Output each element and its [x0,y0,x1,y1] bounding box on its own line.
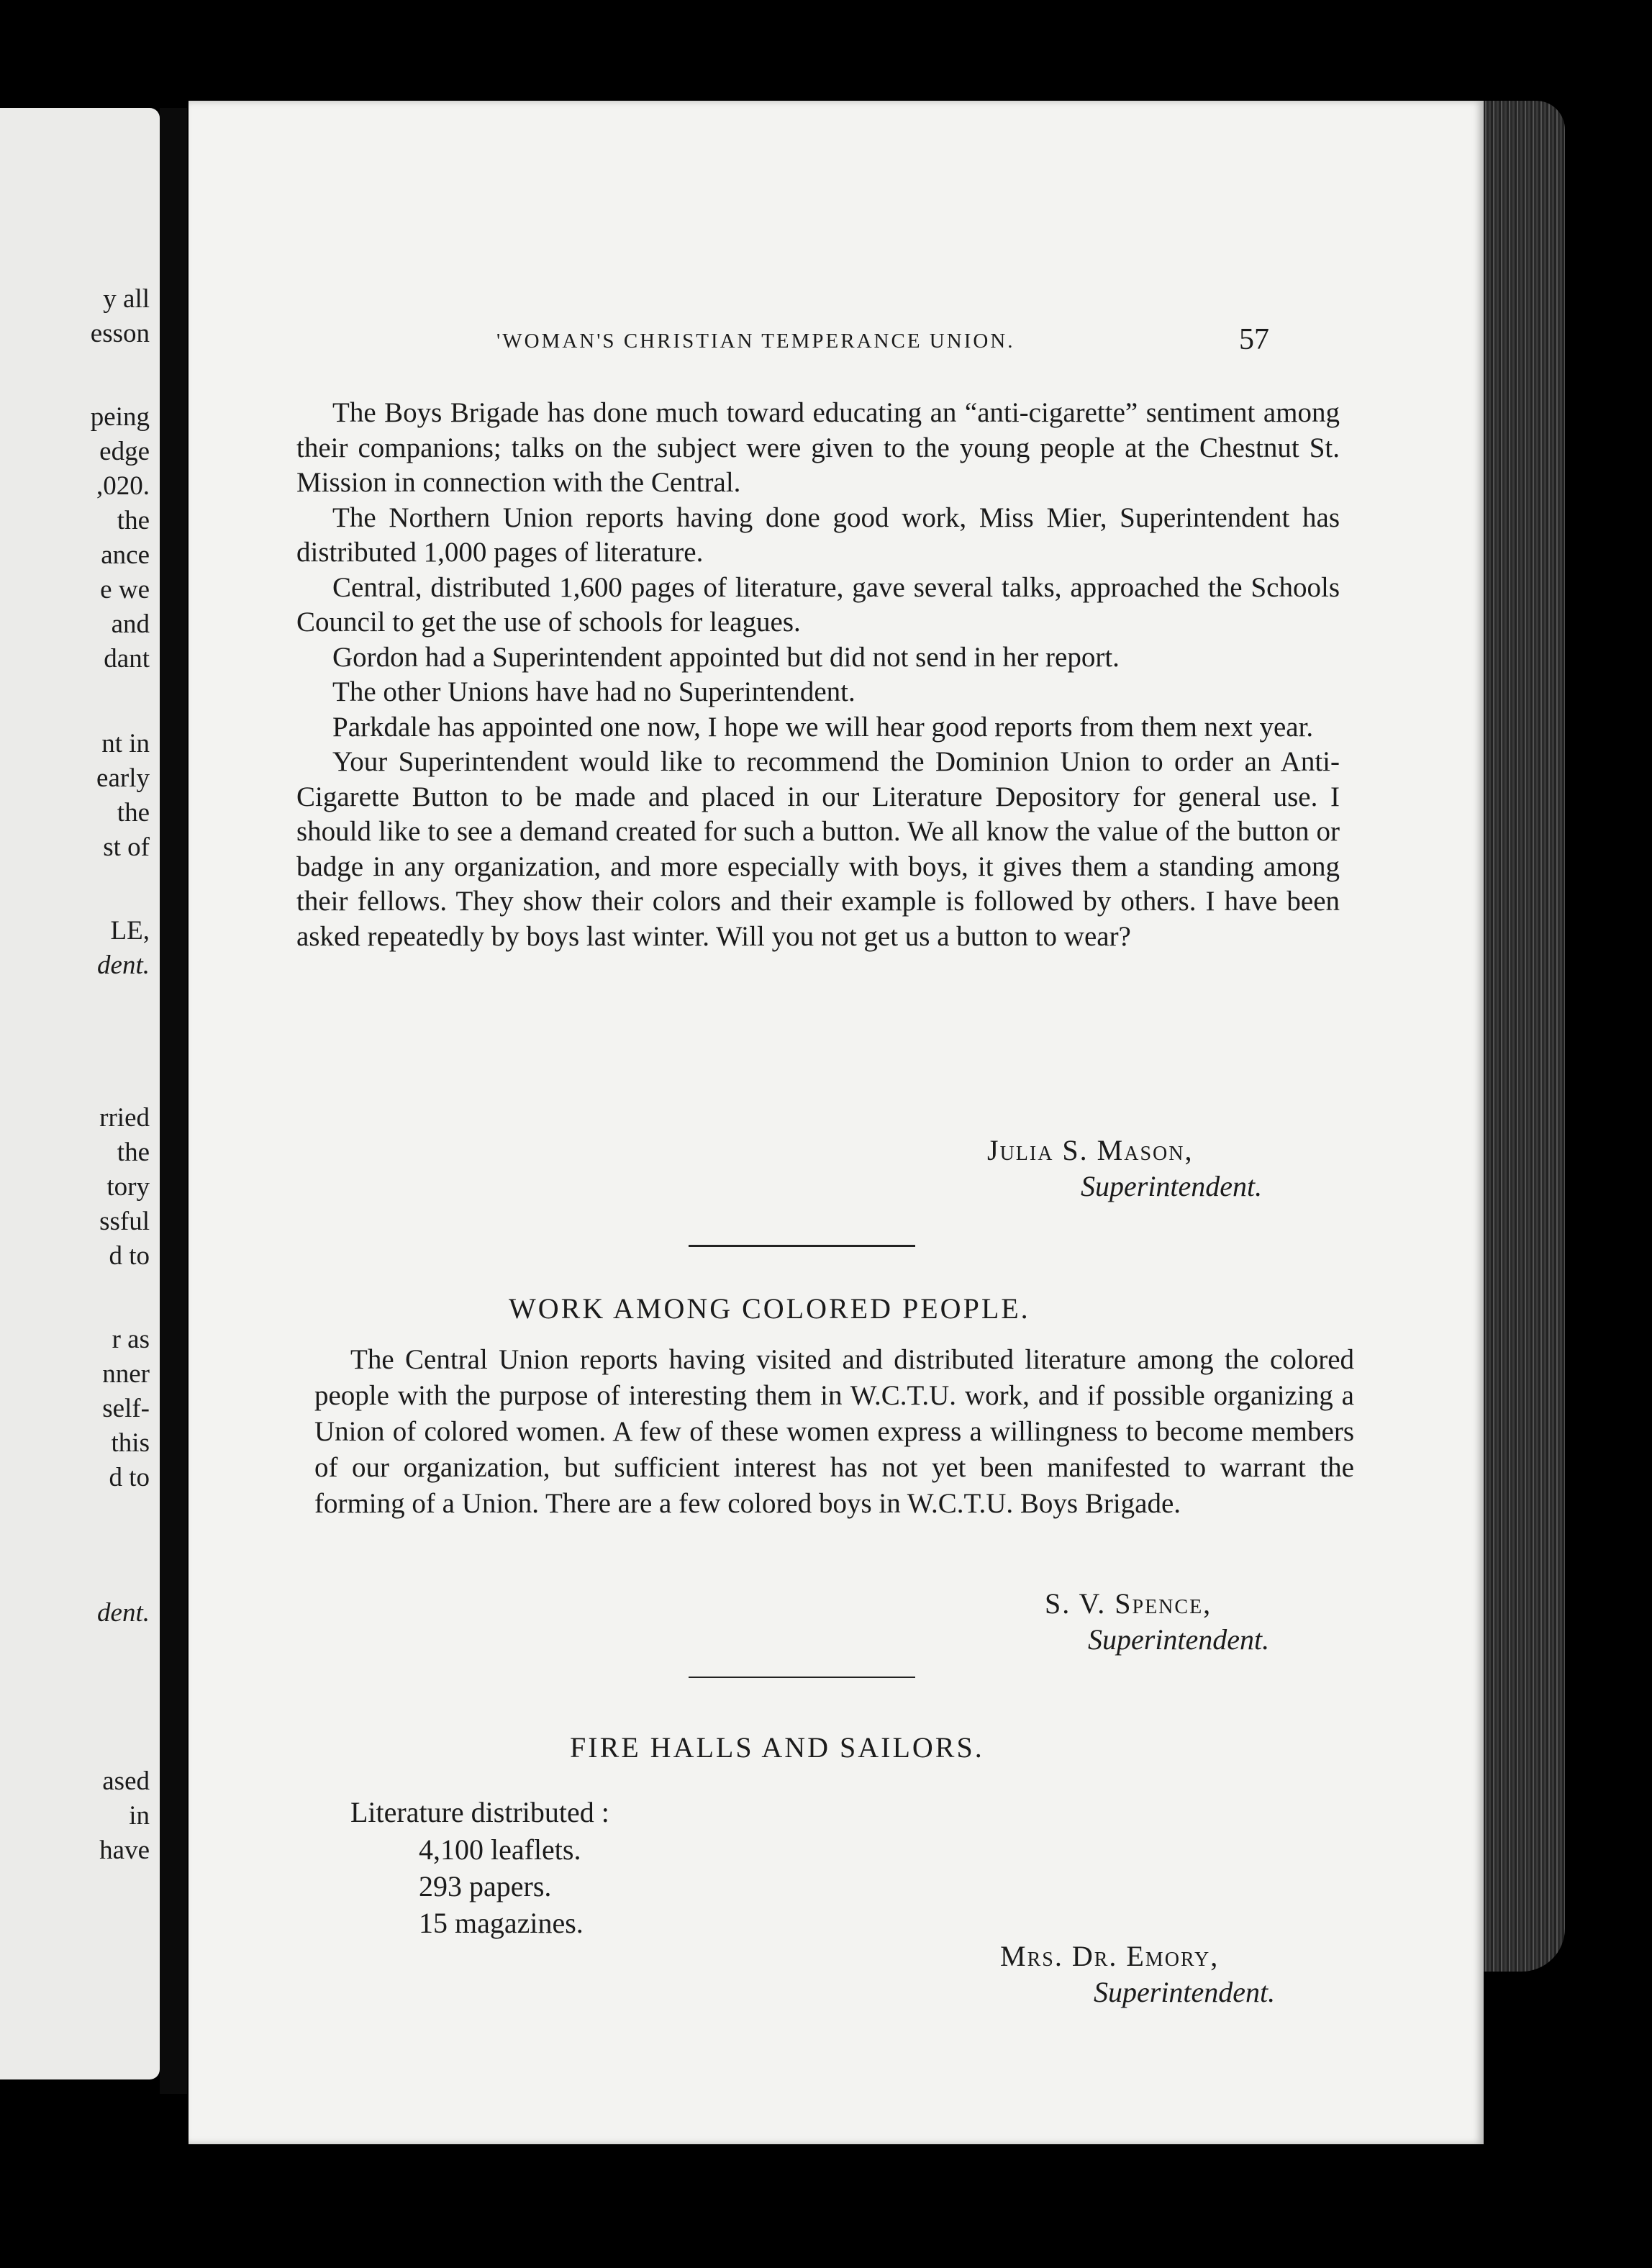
book-gutter [160,108,187,2094]
section-divider [689,1677,915,1678]
facing-page-text-fragment: have [99,1836,150,1865]
section-divider [689,1245,915,1247]
list-item: 4,100 leaflets. [419,1833,581,1866]
paragraph: Parkdale has appointed one now, I hope we will hear good reports from them next year. [332,711,1314,743]
facing-page-text-fragment: this [111,1428,150,1458]
facing-page-text-fragment: edge [99,437,150,466]
paragraph: Your Superintendent would like to recommend the Dominion Union to order an Anti-Cigarette Button to be made and placed in our Literature Depository for general use. I should like to see a demand created for such a button. We all know the value of the button or badge in any organization, and more especially with boys, it gives them a standing among their fellows. They show their colors and their example is followed by others. I have been asked repeatedly by boys last winter. Will you not get us a button to wear? [296,746,1340,952]
signature-title: Superintendent. [1088,1623,1270,1656]
facing-page-text-fragment: ,020. [96,471,150,501]
signature-name: Julia S. Mason, [987,1134,1194,1166]
facing-page-text-fragment: early [96,763,150,793]
facing-page-text-fragment: ssful [99,1207,150,1236]
facing-page-text-fragment: st of [103,833,150,862]
signature-title: Superintendent. [1081,1170,1263,1202]
facing-page-text-fragment: dent. [97,1598,150,1628]
section-heading: FIRE HALLS AND SAILORS. [570,1731,984,1764]
facing-page-text-fragment: y all [103,284,150,314]
page-number: 57 [1239,323,1269,356]
facing-page-text-fragment: the [117,506,150,535]
paragraph: Central, distributed 1,600 pages of literature, gave several talks, approached the Schools Council to get the use of schools for leagues. [296,571,1340,638]
signature-name: Mrs. Dr. Emory, [1000,1940,1220,1972]
facing-page-text-fragment: self- [102,1394,150,1423]
colored-people-report [314,1342,1354,1522]
facing-page-text-fragment: peing [90,402,150,432]
facing-page-text-fragment: rried [99,1103,150,1133]
facing-page-text-fragment: and [111,609,150,639]
book-page [189,101,1484,2144]
paragraph: The Northern Union reports having done good work, Miss Mier, Superintendent has distributed 1,000 pages of literature. [296,502,1340,568]
facing-page-text-fragment: ance [101,540,150,570]
facing-page-text-fragment: e we [100,575,150,604]
facing-page-text-fragment: LE, [110,916,150,945]
facing-page-text-fragment: in [129,1801,150,1831]
signature-title: Superintendent. [1094,1976,1276,2008]
facing-page-text-fragment: dent. [97,951,150,980]
facing-page-text-fragment: nner [102,1359,150,1389]
facing-page-text-fragment: nt in [101,729,150,758]
literature-label: Literature distributed : [350,1796,609,1828]
boys-brigade-report [296,396,1340,954]
facing-page-text-fragment: r as [112,1325,150,1354]
facing-page-left [0,108,160,2079]
list-item: 15 magazines. [419,1907,584,1939]
facing-page-text-fragment: d to [109,1463,150,1492]
paragraph: The Central Union reports having visited and distributed literature among the colored people with the purpose of interesting them in W.C.T.U. work, and if possible organizing a Union of colored women. A few of these women express a willingness to become members of our organization, but sufficient interest has not yet been manifested to warrant the forming of a Union. There are a few colored boys in W.C.T.U. Boys Brigade. [314,1344,1354,1519]
facing-page-text-fragment: esson [90,319,150,348]
facing-page-text-fragment: the [117,1138,150,1167]
facing-page-text-fragment: dant [104,644,150,673]
list-item: 293 papers. [419,1870,552,1902]
paragraph: Gordon had a Superintendent appointed but did not send in her report. [332,641,1120,673]
running-head: 'WOMAN'S CHRISTIAN TEMPERANCE UNION. [496,330,1015,353]
signature-name: S. V. Spence, [1045,1587,1212,1620]
facing-page-text-fragment: tory [106,1172,150,1202]
facing-page-text-fragment: the [117,798,150,827]
paragraph: The other Unions have had no Superintendent. [332,676,856,707]
literature-list [419,1831,584,1941]
facing-page-text-fragment: d to [109,1241,150,1271]
section-heading: WORK AMONG COLORED PEOPLE. [509,1292,1030,1325]
facing-page-text-fragment: ased [102,1766,150,1796]
paragraph: The Boys Brigade has done much toward educating an “anti-cigarette” sentiment among their companions; talks on the subject were given to the young people at the Chestnut St. Mission in connection with the Central. [296,397,1340,498]
